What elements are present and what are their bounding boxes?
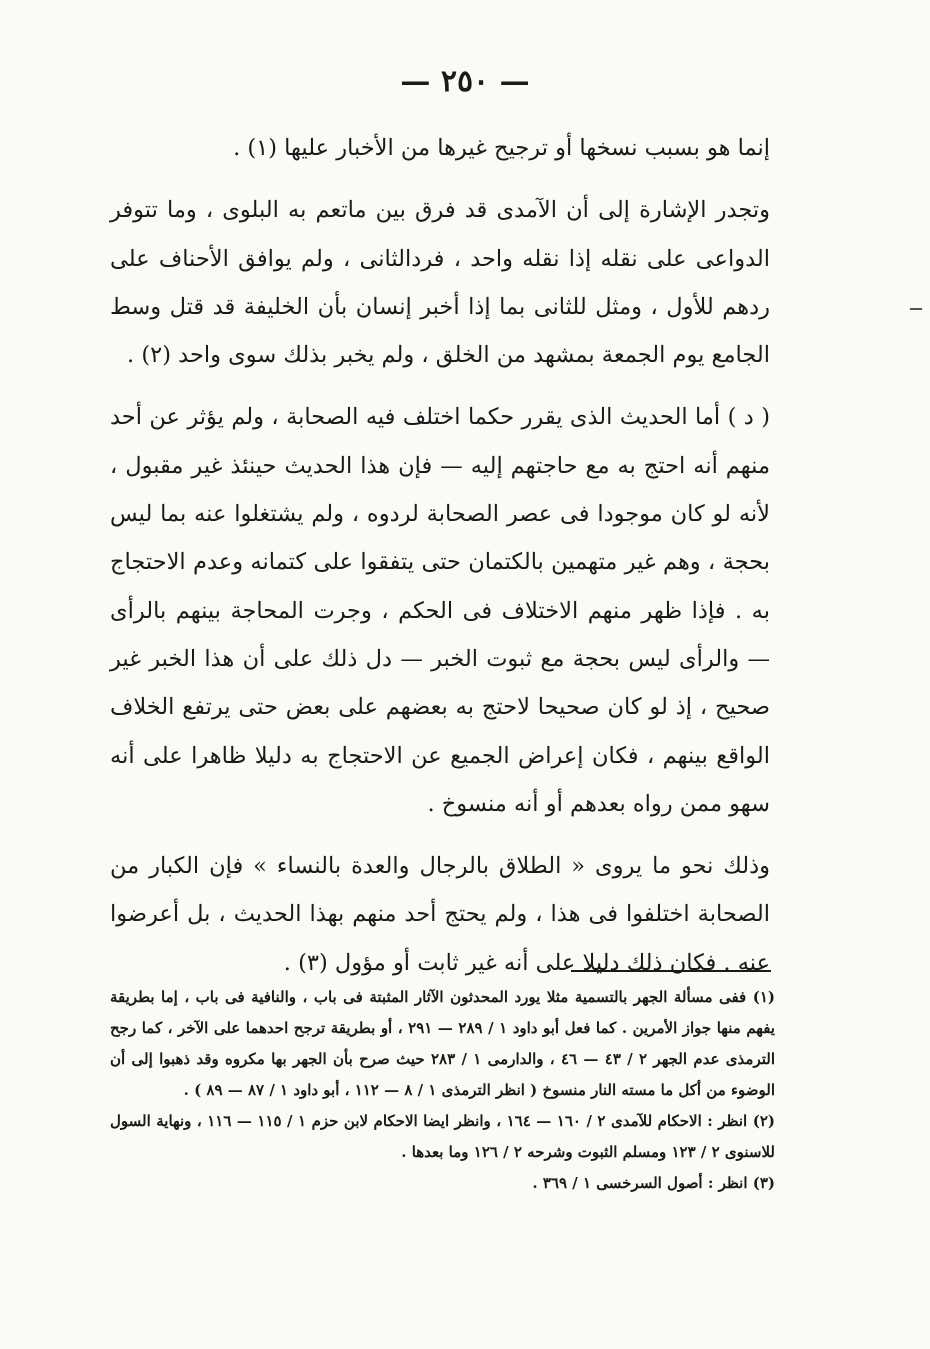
paragraph: إنما هو بسبب نسخها أو ترجيح غيرها من الأخبار عليها (١) . (233, 135, 770, 161)
page-number: — ٢٥٠ — (400, 64, 530, 99)
footnote: (٢) انظر : الاحكام للآمدى ٢ / ١٦٠ — ١٦٤ ، وانظر ايضا الاحكام لابن حزم ١ / ١١٥ — ١١٦ ، ونهاية السول للاسنوى ٢ / ١٢٣ ومسلم الثبوت وشرحه ٢ / ١٢٦ وما بعدها . (110, 1112, 775, 1161)
footnote: (١) ففى مسألة الجهر بالتسمية مثلا يورد المحدثون الآثار المثبتة فى باب ، والنافية فى باب ، إما بطريقة يفهم منها جواز الأمرين . كما فعل أبو داود ١ / ٢٨٩ — ٢٩١ ، أو بطريقة ترجح احدهما على الآخر ، كما رجح الترمذى عدم الجهر ٢ / ٤٣ — ٤٦ ، والدارمى ١ / ٢٨٣ حيث صرح بأن الجهر بها مكروه وقد ذهبوا إلى أن الوضوء من أكل ما مسته النار منسوخ ( انظر الترمذى ١ / ٨ — ١١٢ ، أبو داود ١ / ٨٧ — ٨٩ ) . (110, 988, 775, 1099)
footnote-divider (571, 970, 771, 972)
margin-mark (910, 308, 922, 310)
footnotes (110, 982, 775, 1199)
paragraph: وتجدر الإشارة إلى أن الآمدى قد فرق بين ماتعم به البلوى ، وما تتوفر الدواعى على نقله إذا نقله واحد ، فردالثانى ، ولم يوافق الأحناف على ردهم للأول ، ومثل للثانى بما إذا أخبر إنسان بأن الخليفة قد قتل وسط الجامع يوم الجمعة بمشهد من الخلق ، ولم يخبر بذلك سوى واحد (٢) . (110, 197, 770, 369)
paragraph: وذلك نحو ما يروى « الطلاق بالرجال والعدة بالنساء » فإن الكبار من الصحابة اختلفوا فى هذا ، ولم يحتج أحد منهم بهذا الحديث ، بل أعرضوا عنه . فكان ذلك دليلا على أنه غير ثابت أو مؤول (٣) . (110, 853, 770, 976)
paragraph: ( د ) أما الحديث الذى يقرر حكما اختلف فيه الصحابة ، ولم يؤثر عن أحد منهم أنه احتج به مع حاجتهم إليه — فإن هذا الحديث حينئذ غير مقبول ، لأنه لو كان موجودا فى عصر الصحابة لردوه ، ولم يشتغلوا عنه بما ليس بحجة ، وهم غير متهمين بالكتمان حتى يتفقوا على كتمانه وعدم الاحتجاج به . فإذا ظهر منهم الاختلاف فى الحكم ، وجرت المحاجة بينهم بالرأى — والرأى ليس بحجة مع ثبوت الخبر — دل ذلك على أن هذا الخبر غير صحيح ، إذ لو كان صحيحا لاحتج به بعضهم على بعض حتى يرتفع الخلاف الواقع بينهم ، فكان إعراض الجميع عن الاحتجاج به دليلا ظاهرا على أنه سهو ممن رواه بعدهم أو أنه منسوخ . (110, 404, 770, 817)
footnote: (٣) انظر : أصول السرخسى ١ / ٣٦٩ . (532, 1174, 775, 1192)
main-text (110, 124, 770, 987)
